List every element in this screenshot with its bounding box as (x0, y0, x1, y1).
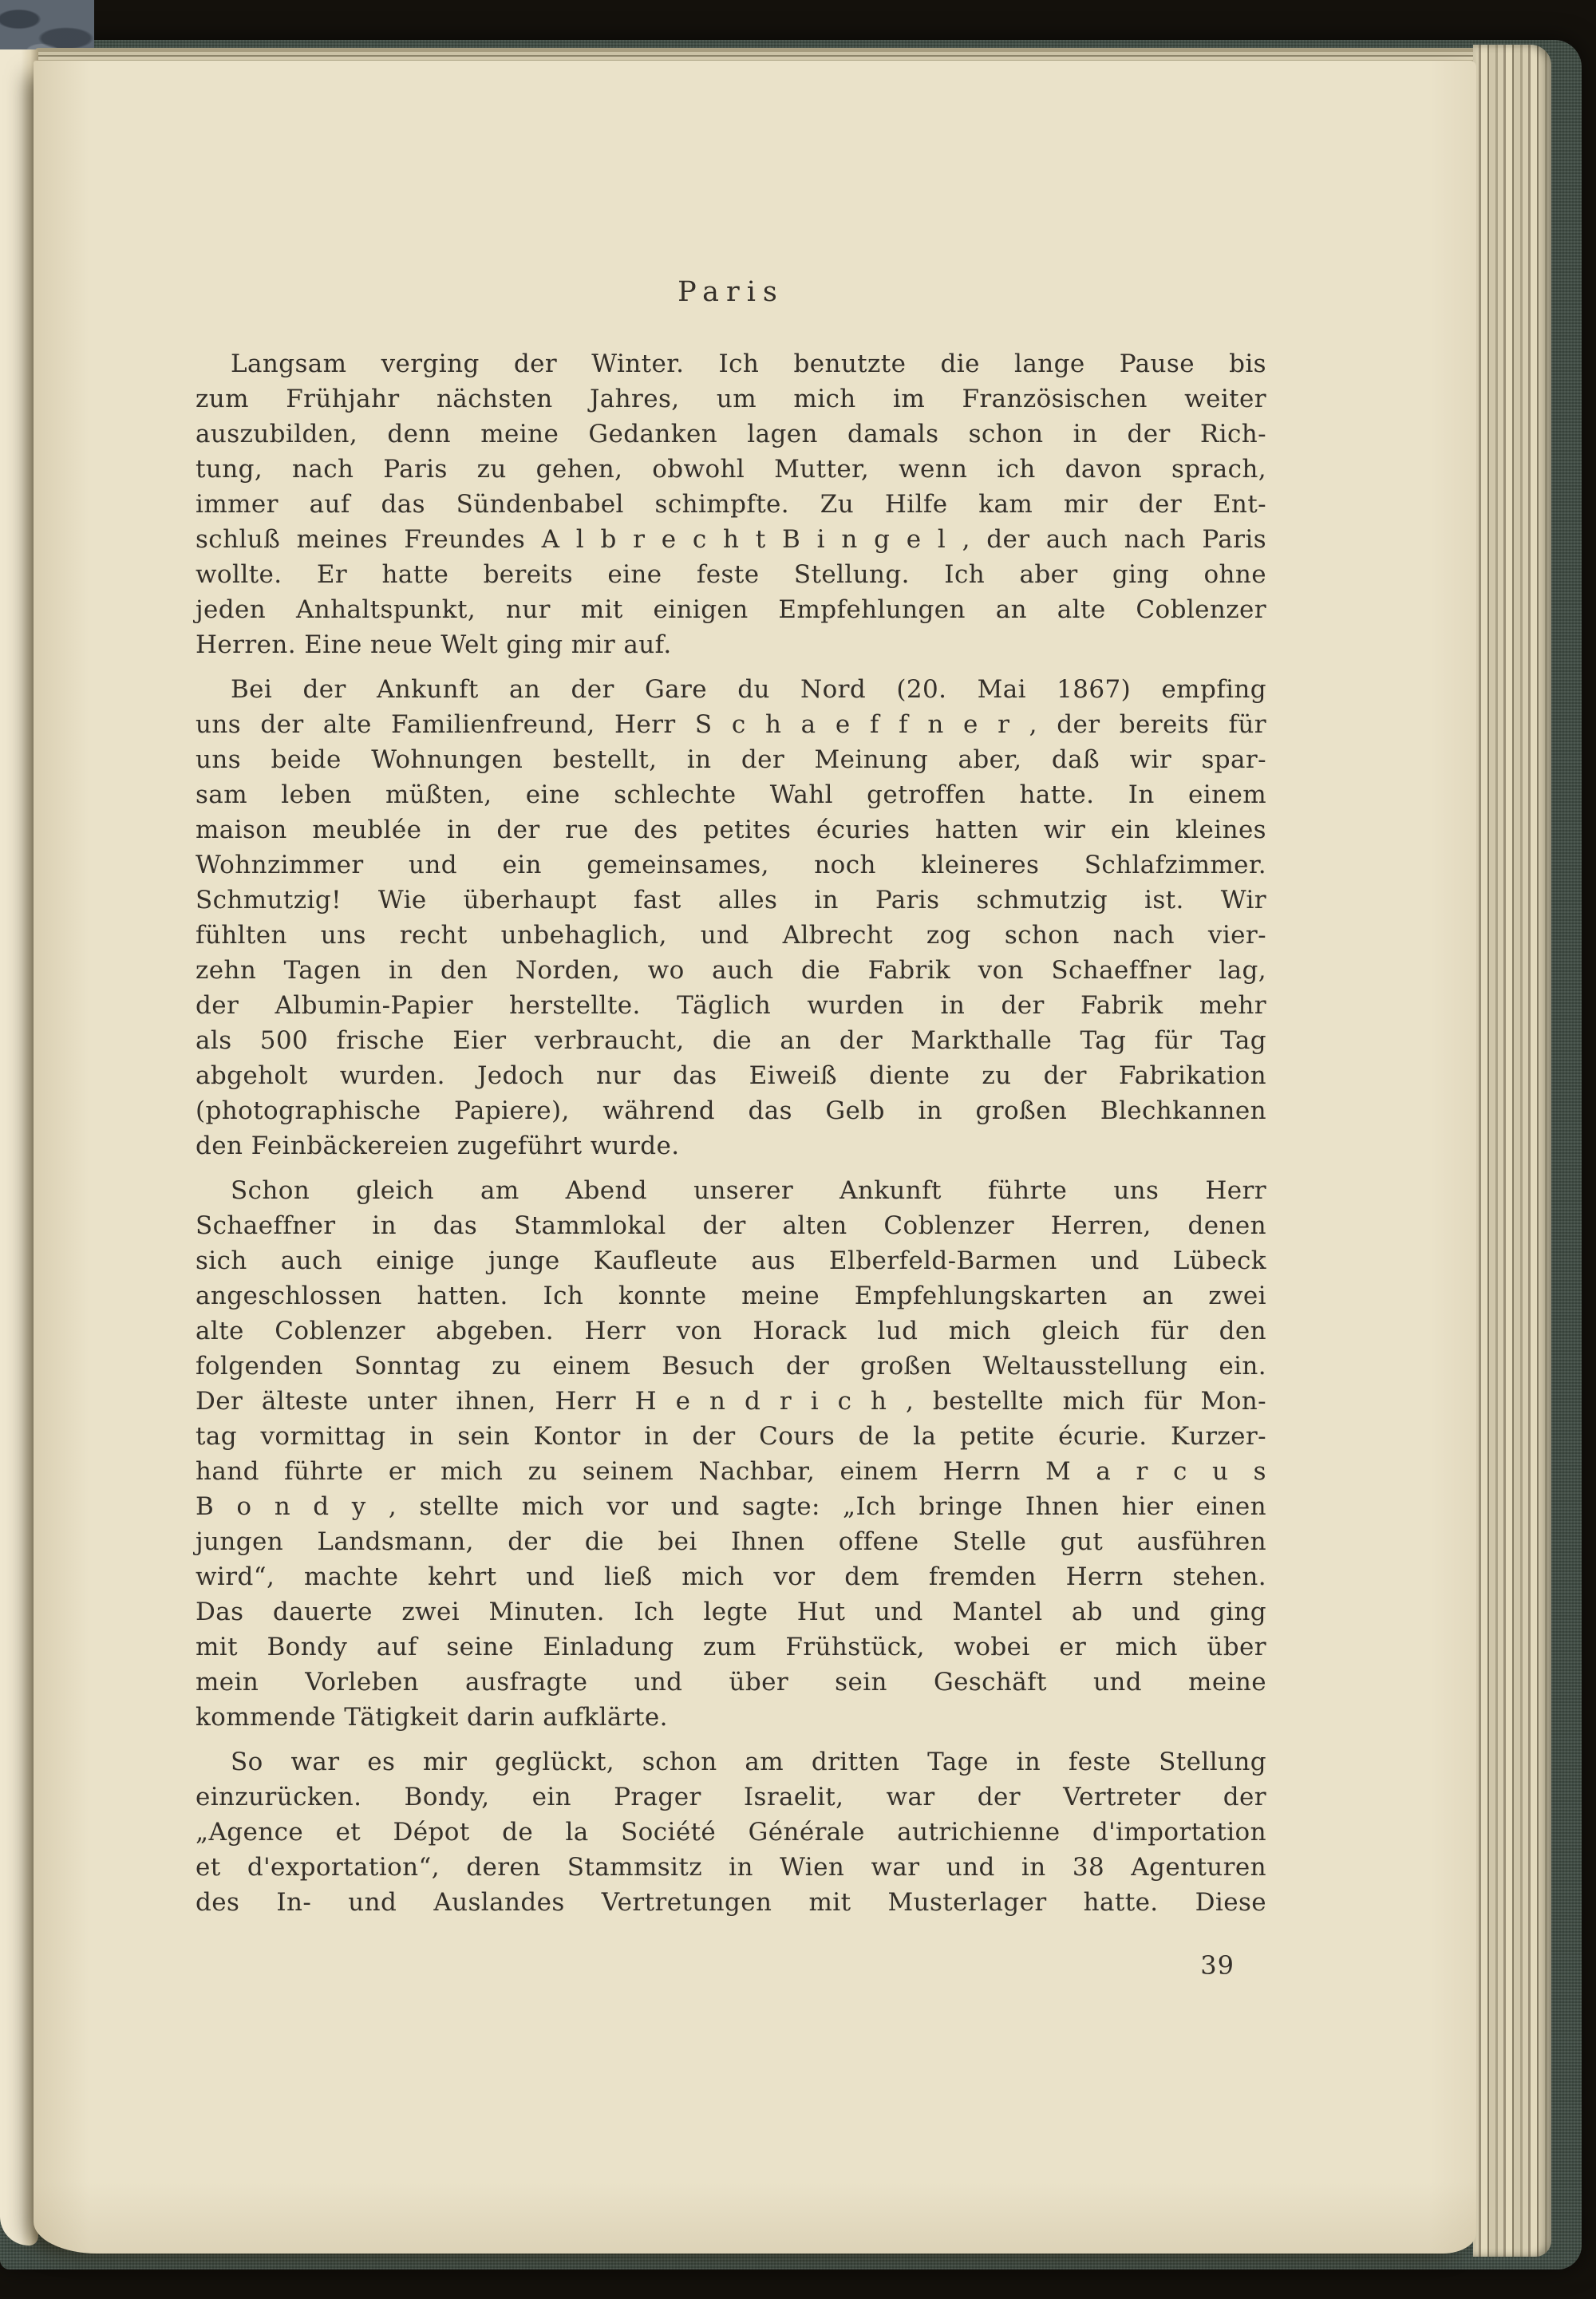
text-line: angeschlossen hatten. Ich konnte meine Empfehlungskarten an zwei (196, 1282, 1266, 1310)
page-text-body (196, 346, 1266, 1920)
page-stack-fore-edge (1473, 45, 1551, 2257)
paragraph (196, 672, 1266, 1163)
text-line: mein Vorleben ausfragte und über sein Geschäft und meine (196, 1668, 1266, 1697)
text-line: zum Frühjahr nächsten Jahres, um mich im Französischen weiter (196, 385, 1266, 413)
text-line: Das dauerte zwei Minuten. Ich legte Hut und Mantel ab und ging (196, 1598, 1266, 1626)
text-line: jeden Anhaltspunkt, nur mit einigen Empfehlungen an alte Coblenzer (196, 595, 1266, 624)
text-line: maison meublée in der rue des petites écuries hatten wir ein kleines (196, 816, 1266, 844)
text-line: den Feinbäckereien zugeführt wurde. (196, 1132, 680, 1160)
text-line: der Albumin-Papier herstellte. Täglich wurden in der Fabrik mehr (196, 991, 1266, 1020)
text-line: wird“, machte kehrt und ließ mich vor dem fremden Herrn stehen. (196, 1562, 1266, 1591)
text-line: uns beide Wohnungen bestellt, in der Meinung aber, daß wir spar- (196, 745, 1266, 774)
text-line: wollte. Er hatte bereits eine feste Stellung. Ich aber ging ohne (196, 560, 1266, 589)
text-line: tung, nach Paris zu gehen, obwohl Mutter, wenn ich davon sprach, (196, 455, 1266, 484)
text-line: (photographische Papiere), während das Gelb in großen Blechkannen (196, 1096, 1266, 1125)
paragraph (196, 346, 1266, 662)
text-line: tag vormittag in sein Kontor in der Cours de la petite écurie. Kurzer- (196, 1422, 1266, 1451)
text-line: Langsam verging der Winter. Ich benutzte die lange Pause bis (231, 350, 1266, 378)
paragraph (196, 1744, 1266, 1920)
text-line: B o n d y , stellte mich vor und sagte: „Ich bringe Ihnen hier einen (196, 1492, 1266, 1521)
page-text (196, 275, 1266, 1920)
text-line: alte Coblenzer abgeben. Herr von Horack lud mich gleich für den (196, 1317, 1266, 1345)
text-line: zehn Tagen in den Norden, wo auch die Fabrik von Schaeffner lag, (196, 956, 1266, 985)
text-line: kommende Tätigkeit darin aufklärte. (196, 1703, 668, 1732)
text-line: Bei der Ankunft an der Gare du Nord (20. Mai 1867) empfing (231, 675, 1266, 704)
text-line: Wohnzimmer und ein gemeinsames, noch kleineres Schlafzimmer. (196, 851, 1266, 879)
text-line: fühlten uns recht unbehaglich, und Albrecht zog schon nach vier- (196, 921, 1266, 950)
text-line: Schmutzig! Wie überhaupt fast alles in Paris schmutzig ist. Wir (196, 886, 1266, 914)
text-line: abgeholt wurden. Jedoch nur das Eiweiß diente zu der Fabrikation (196, 1061, 1266, 1090)
text-line: folgenden Sonntag zu einem Besuch der großen Weltausstellung ein. (196, 1352, 1266, 1381)
gutter-page-edge (0, 49, 38, 2246)
text-line: Der älteste unter ihnen, Herr H e n d r i c h , bestellte mich für Mon- (196, 1387, 1266, 1416)
page-title: Paris (678, 276, 784, 308)
text-line: als 500 frische Eier verbraucht, die an der Markthalle Tag für Tag (196, 1026, 1266, 1055)
text-line: einzurücken. Bondy, ein Prager Israelit, war der Vertreter der (196, 1783, 1266, 1811)
text-line: uns der alte Familienfreund, Herr S c h a e f f n e r , der bereits für (196, 710, 1266, 739)
paragraph (196, 1173, 1266, 1735)
text-line: hand führte er mich zu seinem Nachbar, einem Herrn M a r c u s (196, 1457, 1266, 1486)
text-line: jungen Landsmann, der die bei Ihnen offene Stelle gut ausführen (196, 1527, 1266, 1556)
text-line: et d'exportation“, deren Stammsitz in Wien war und in 38 Agenturen (196, 1853, 1266, 1882)
text-line: des In- und Auslandes Vertretungen mit Musterlager hatte. Diese (196, 1888, 1266, 1917)
text-line: immer auf das Sündenbabel schimpfte. Zu Hilfe kam mir der Ent- (196, 490, 1266, 519)
text-line: So war es mir geglückt, schon am dritten Tage in feste Stellung (231, 1748, 1266, 1776)
text-line: mit Bondy auf seine Einladung zum Frühstück, wobei er mich über (196, 1633, 1266, 1661)
text-line: Schon gleich am Abend unserer Ankunft führte uns Herr (231, 1176, 1266, 1205)
text-line: auszubilden, denn meine Gedanken lagen damals schon in der Rich- (196, 420, 1266, 448)
text-line: sich auch einige junge Kaufleute aus Elberfeld-Barmen und Lübeck (196, 1246, 1266, 1275)
text-line: „Agence et Dépot de la Société Générale autrichienne d'importation (196, 1818, 1266, 1847)
text-line: Herren. Eine neue Welt ging mir auf. (196, 630, 672, 659)
page-number: 39 (1200, 1950, 1235, 1981)
text-line: schluß meines Freundes A l b r e c h t B i n g e l , der auch nach Paris (196, 525, 1266, 554)
book-page (34, 61, 1476, 2254)
text-line: Schaeffner in das Stammlokal der alten Coblenzer Herren, denen (196, 1211, 1266, 1240)
text-line: sam leben müßten, eine schlechte Wahl getroffen hatte. In einem (196, 780, 1266, 809)
